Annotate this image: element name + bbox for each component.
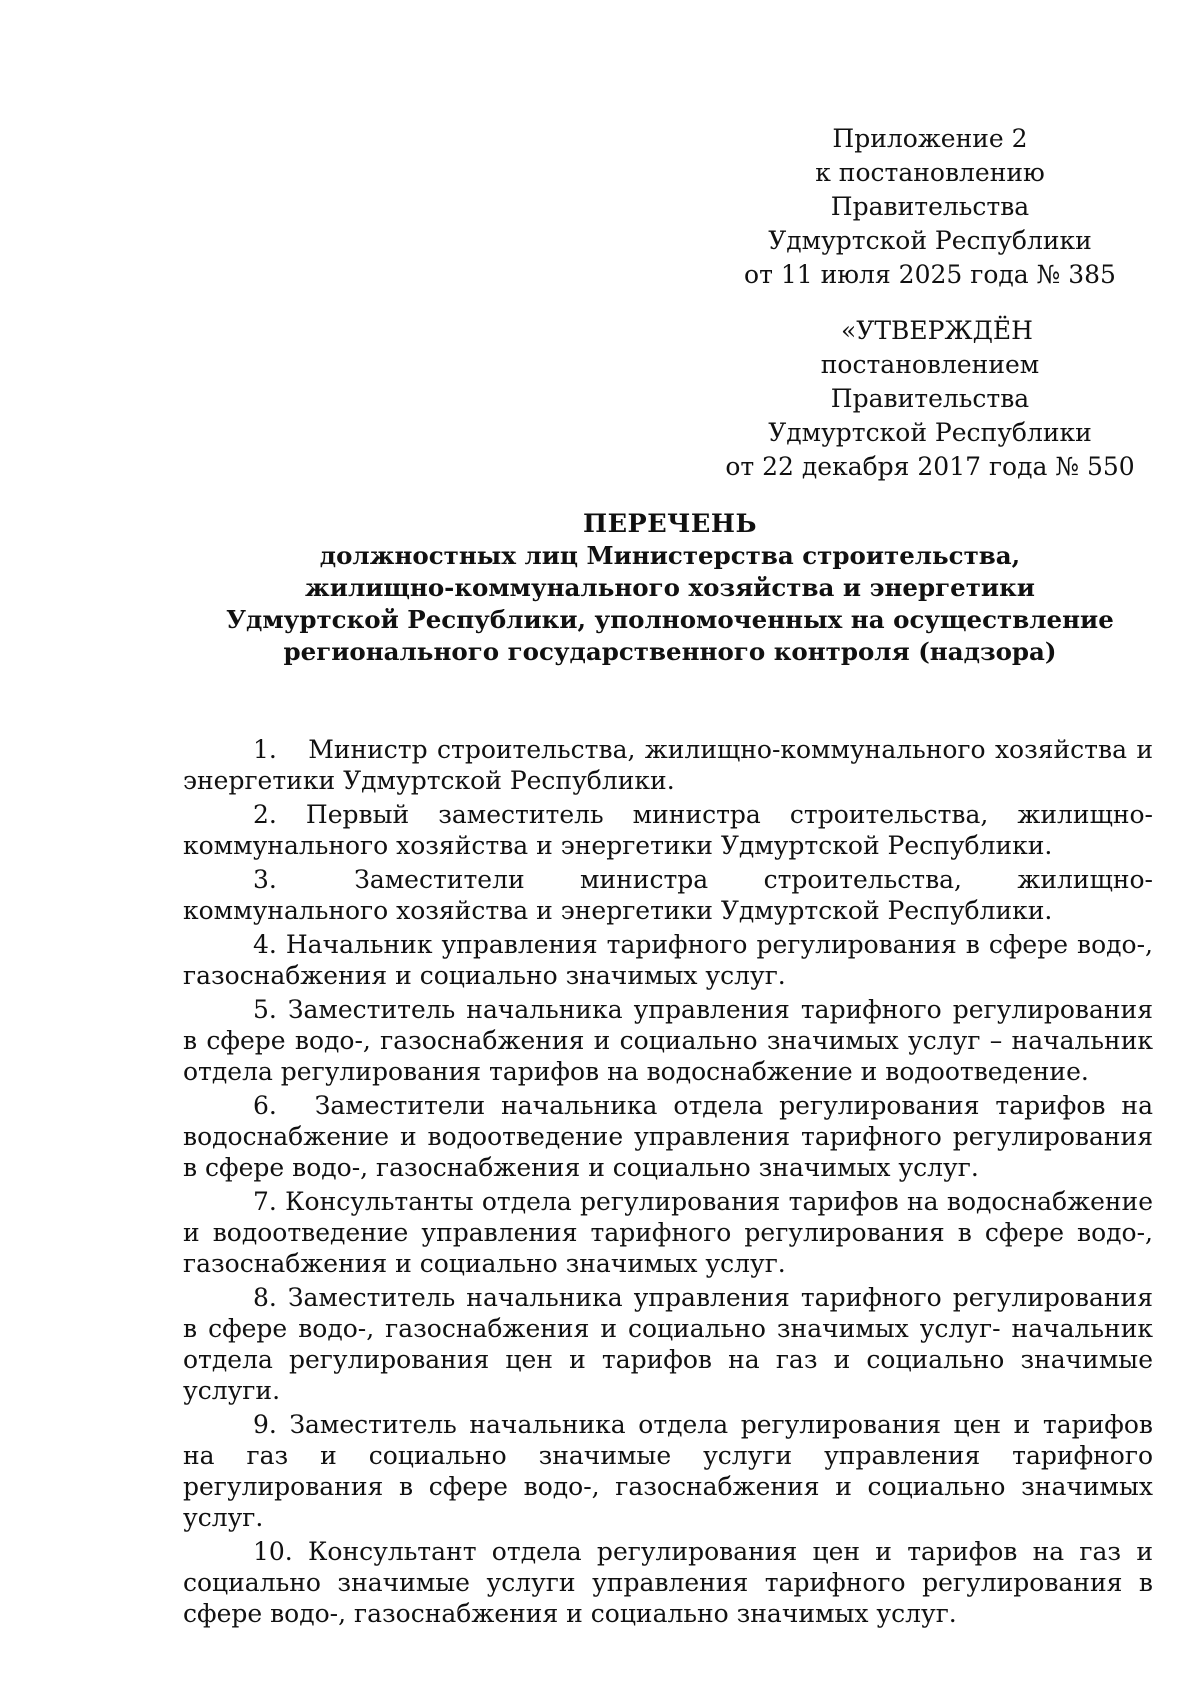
item-text: Консультанты отдела регулирования тарифов на водоснабжение и водоотведение управления тарифного регулирования в сфере водо-, газоснабжения и социально значимых услуг. (183, 1187, 1153, 1278)
appendix-line: Удмуртской Республики (768, 226, 1092, 255)
appendix-block (720, 122, 1140, 292)
item-text: Начальник управления тарифного регулирования в сфере водо-, газоснабжения и социально значимых услуг. (183, 930, 1153, 990)
list-item (183, 799, 1153, 861)
item-number: 2. (253, 800, 277, 829)
list-item (183, 929, 1153, 991)
title-line: регионального государственного контроля (надзора) (283, 637, 1057, 666)
list-item (183, 1186, 1153, 1279)
list-item (183, 1282, 1153, 1406)
appendix-line: от 11 июля 2025 года № 385 (744, 260, 1116, 289)
list-item (183, 994, 1153, 1087)
approval-line: от 22 декабря 2017 года № 550 (725, 452, 1135, 481)
item-text: Заместители министра строительства, жилищно-коммунального хозяйства и энергетики Удмуртской Республики. (183, 865, 1153, 925)
item-text: Заместитель начальника управления тарифного регулирования в сфере водо-, газоснабжения и социально значимых услуг- начальник отдела регулирования цен и тарифов на газ и социально значимые услуги. (183, 1283, 1153, 1405)
approval-stamp-block (720, 314, 1140, 484)
item-number: 3. (253, 865, 277, 894)
officials-list (183, 734, 1153, 1632)
document-title (175, 508, 1165, 668)
list-item (183, 1090, 1153, 1183)
approval-line: «УТВЕРЖДЁН (841, 316, 1033, 345)
item-number: 9. (253, 1410, 277, 1439)
title-line: должностных лиц Министерства строительства, (319, 541, 1021, 570)
list-item (183, 1409, 1153, 1533)
item-text: Заместитель начальника отдела регулирования цен и тарифов на газ и социально значимые услуги управления тарифного регулирования в сфере водо-, газоснабжения и социально значимых услуг. (183, 1410, 1153, 1532)
title-line: Удмуртской Республики, уполномоченных на осуществление (226, 605, 1114, 634)
item-text: Первый заместитель министра строительства, жилищно-коммунального хозяйства и энергетики Удмуртской Республики. (183, 800, 1153, 860)
approval-line: Удмуртской Республики (768, 418, 1092, 447)
list-item (183, 1536, 1153, 1629)
list-item (183, 734, 1153, 796)
item-number: 7. (253, 1187, 277, 1216)
item-number: 6. (253, 1091, 277, 1120)
item-text: Заместители начальника отдела регулирования тарифов на водоснабжение и водоотведение управления тарифного регулирования в сфере водо-, газоснабжения и социально значимых услуг. (183, 1091, 1153, 1182)
appendix-line: Приложение 2 (832, 124, 1028, 153)
item-text: Консультант отдела регулирования цен и тарифов на газ и социально значимые услуги управления тарифного регулирования в сфере водо-, газоснабжения и социально значимых услуг. (183, 1537, 1153, 1628)
item-number: 1. (253, 735, 277, 764)
item-number: 8. (253, 1283, 277, 1312)
item-number: 10. (253, 1537, 293, 1566)
approval-line: постановлением Правительства (820, 350, 1040, 413)
title-line: жилищно-коммунального хозяйства и энергетики (305, 573, 1035, 602)
item-text: Заместитель начальника управления тарифного регулирования в сфере водо-, газоснабжения и социально значимых услуг – начальник отдела регулирования тарифов на водоснабжение и водоотведение. (183, 995, 1153, 1086)
item-number: 5. (253, 995, 277, 1024)
title-heading: ПЕРЕЧЕНЬ (583, 509, 757, 539)
item-number: 4. (253, 930, 277, 959)
item-text: Министр строительства, жилищно-коммунального хозяйства и энергетики Удмуртской Республики. (183, 735, 1153, 795)
appendix-line: к постановлению Правительства (815, 158, 1045, 221)
list-item (183, 864, 1153, 926)
